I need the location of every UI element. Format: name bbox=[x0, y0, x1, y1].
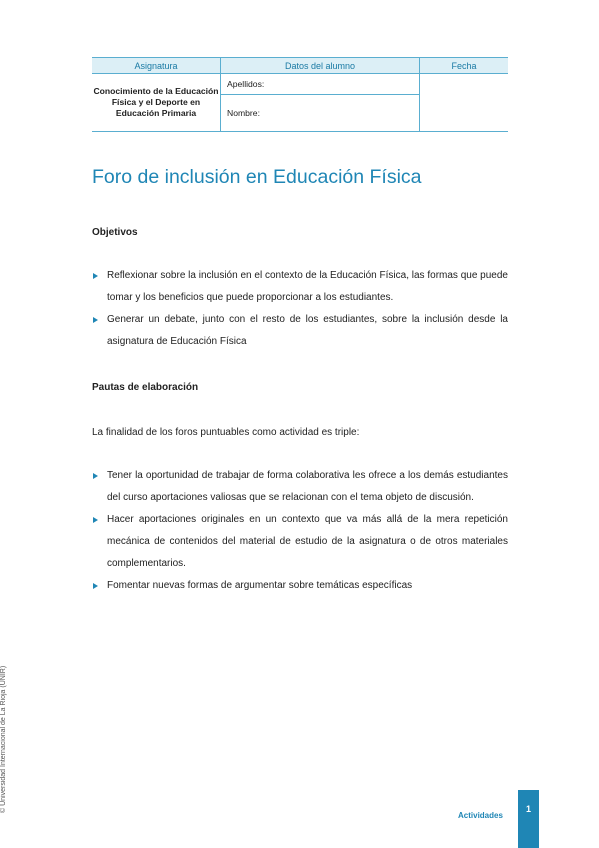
list-item bbox=[92, 575, 508, 597]
list-item bbox=[92, 309, 508, 353]
bullet-arrow-icon bbox=[93, 317, 98, 323]
name-field: Nombre: bbox=[221, 95, 420, 132]
list-item-text: Reflexionar sobre la inclusión en el contexto de la Educación Física, las formas que puede tomar y los beneficios que puede proporcionar a los estudiantes. bbox=[107, 270, 508, 303]
list-item-text: Generar un debate, junto con el resto de los estudiantes, sobre la inclusión desde la asignatura de Educación Física bbox=[107, 314, 508, 347]
list-item-text: Hacer aportaciones originales en un contexto que va más allá de la mera repetición mecánica de contenidos del material de estudio de la asignatura o de otros materiales complementarios. bbox=[107, 514, 508, 569]
list-item bbox=[92, 509, 508, 575]
date-field bbox=[420, 74, 509, 132]
list-item bbox=[92, 265, 508, 309]
copyright-notice bbox=[0, 643, 7, 823]
header-table bbox=[92, 57, 508, 132]
page-title: Foro de inclusión en Educación Física bbox=[92, 166, 422, 188]
list-item-text: Tener la oportunidad de trabajar de forma colaborativa les ofrece a los demás estudiantes del curso aportaciones valiosas que se relacionan con el tema objeto de discusión. bbox=[107, 470, 508, 503]
bullet-arrow-icon bbox=[93, 273, 98, 279]
list-item-text: Fomentar nuevas formas de argumentar sobre temáticas específicas bbox=[107, 580, 413, 591]
list-item bbox=[92, 465, 508, 509]
bullet-arrow-icon bbox=[93, 473, 98, 479]
header-col-subject: Asignatura bbox=[92, 58, 221, 74]
subject-name: Conocimiento de la Educación Física y el Deporte en Educación Primaria bbox=[92, 74, 221, 132]
page-number-tab bbox=[518, 790, 539, 848]
footer-section-label: Actividades bbox=[458, 811, 503, 820]
surname-field: Apellidos: bbox=[221, 74, 420, 95]
bullet-arrow-icon bbox=[93, 583, 98, 589]
bullet-arrow-icon bbox=[93, 517, 98, 523]
objectives-heading: Objetivos bbox=[92, 227, 138, 238]
header-col-student: Datos del alumno bbox=[221, 58, 420, 74]
copyright-text: © Universidad Internacional de La Rioja (UNIR) bbox=[0, 665, 7, 813]
objectives-list bbox=[92, 265, 508, 353]
guidelines-intro: La finalidad de los foros puntuables como actividad es triple: bbox=[92, 427, 360, 438]
guidelines-heading: Pautas de elaboración bbox=[92, 382, 199, 393]
page-number: 1 bbox=[525, 804, 531, 814]
header-col-date: Fecha bbox=[420, 58, 509, 74]
guidelines-list bbox=[92, 465, 508, 597]
